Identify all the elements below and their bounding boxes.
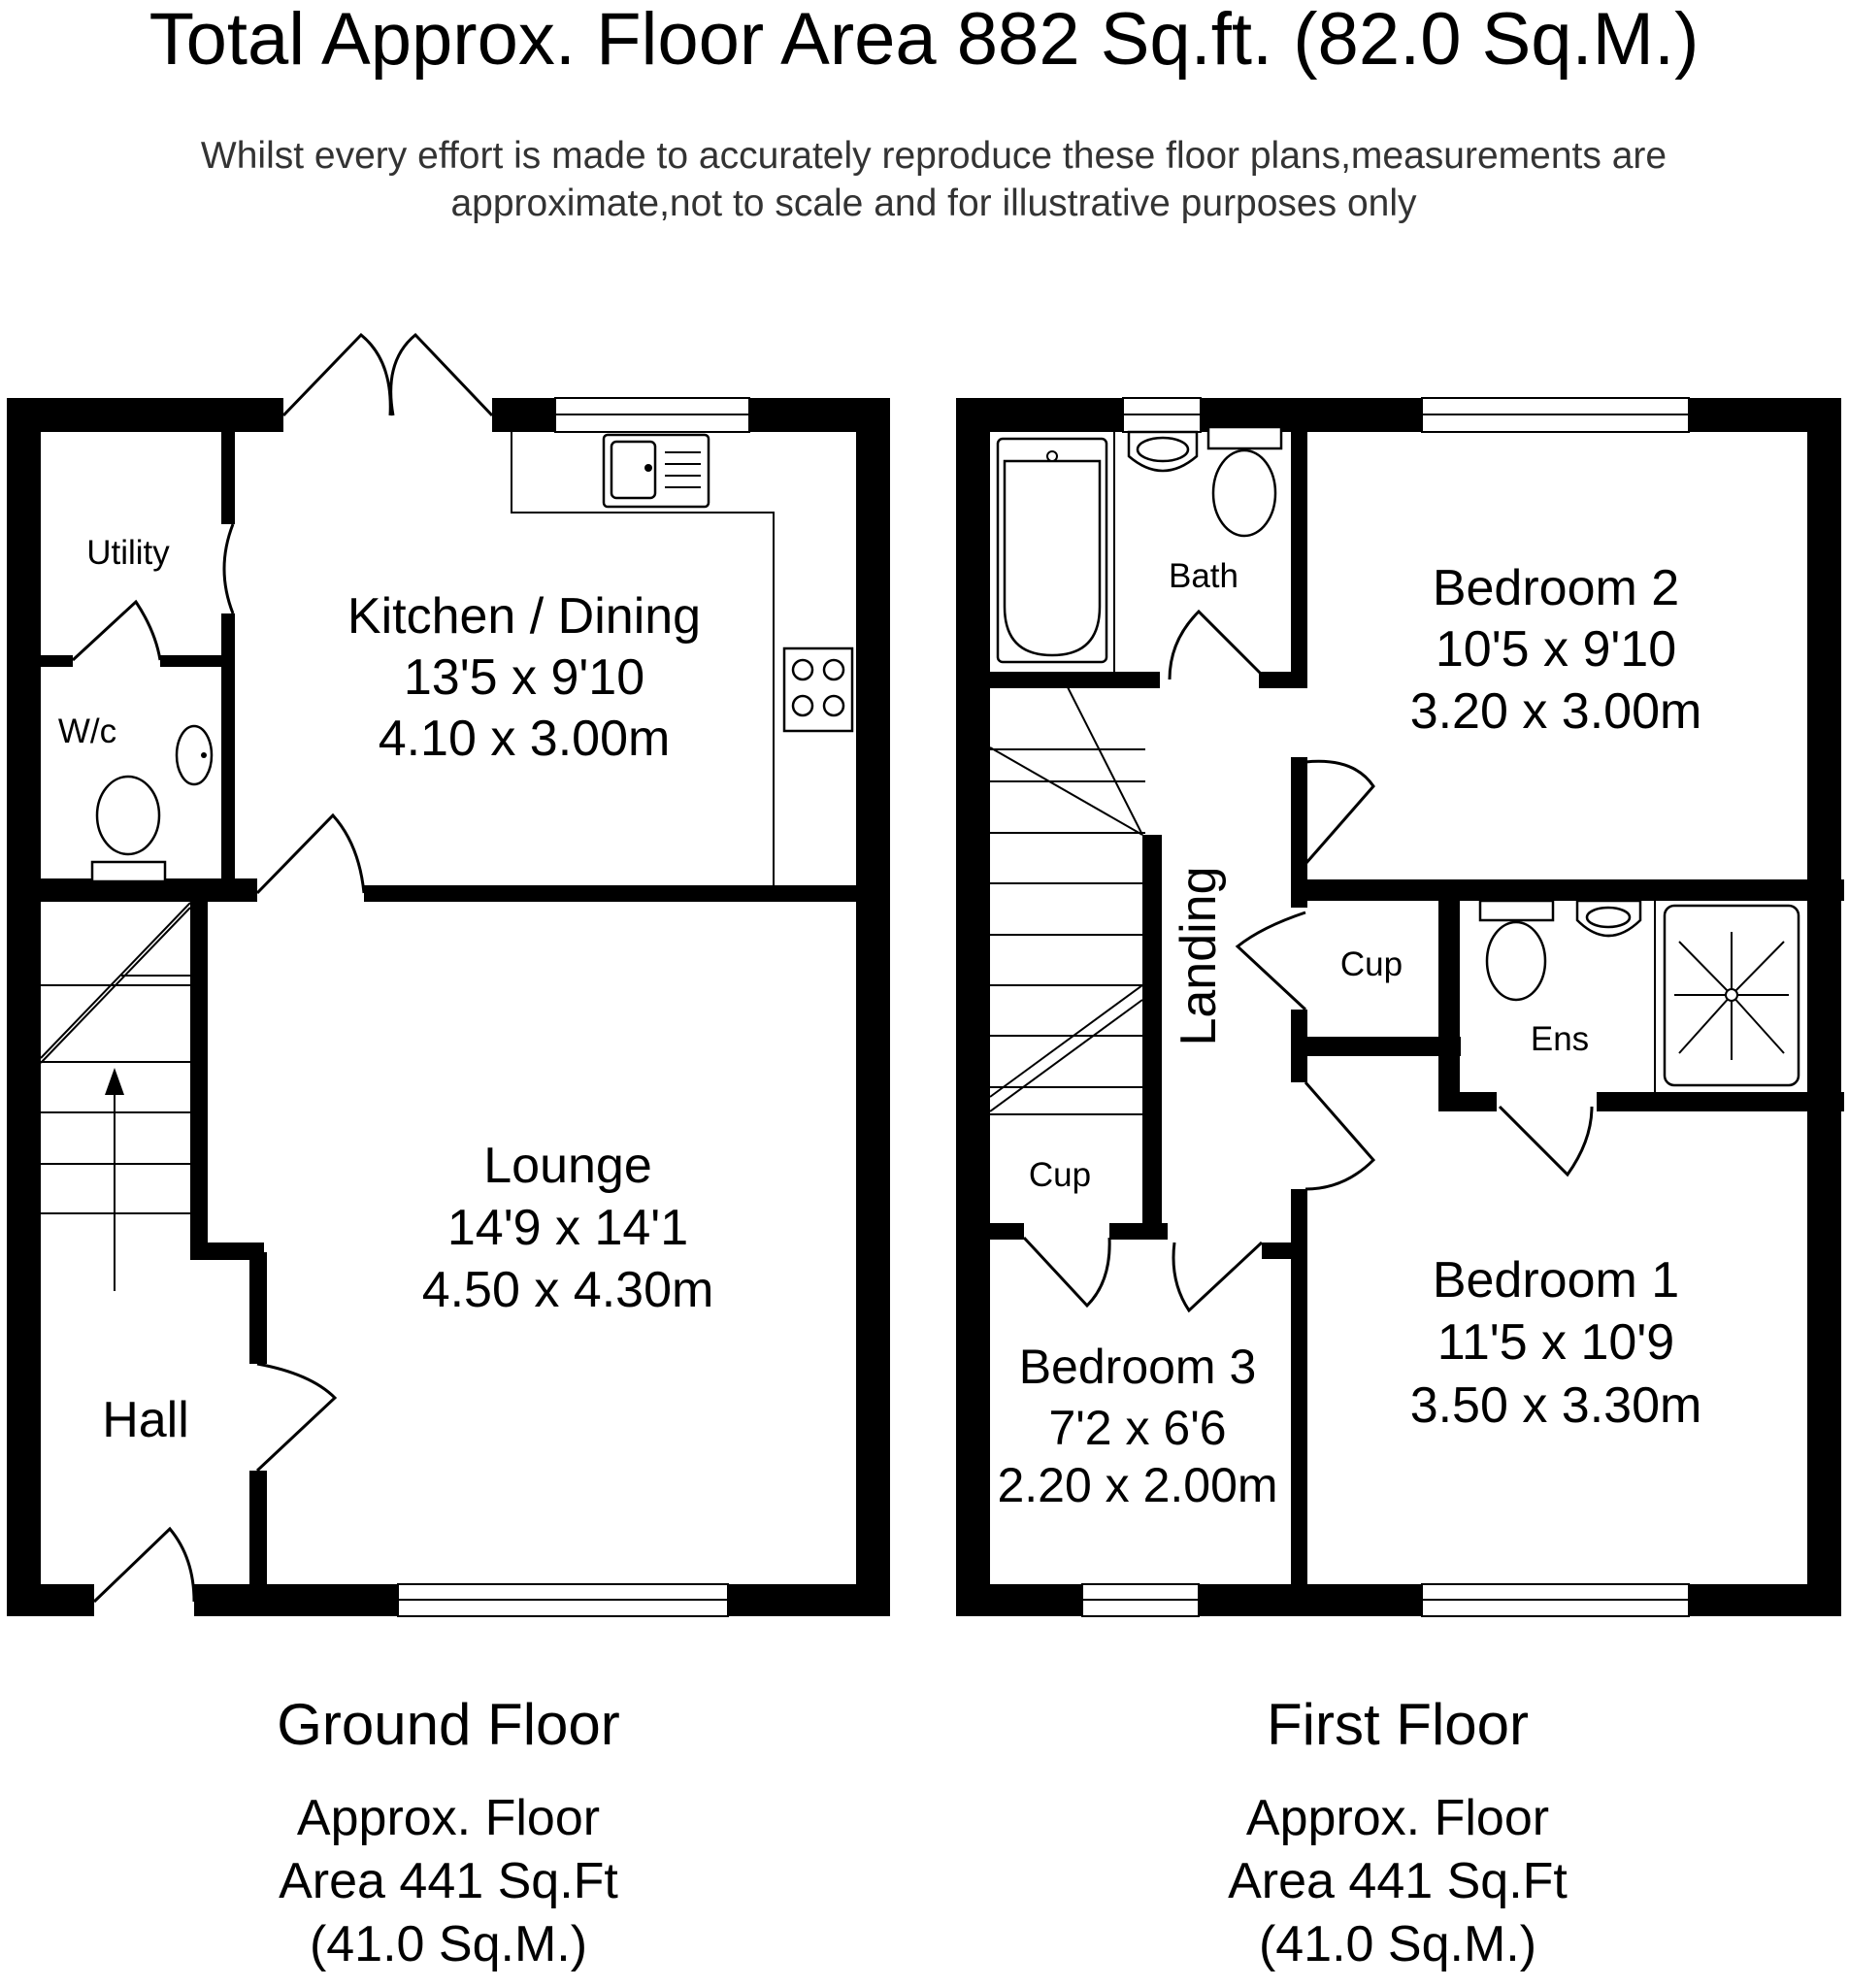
utility-door <box>224 524 233 613</box>
hall-label: Hall <box>102 1392 189 1448</box>
kitchen-name: Kitchen / Dining <box>347 588 702 645</box>
bedroom1-name: Bedroom 1 <box>1432 1252 1680 1309</box>
bedroom1-door <box>1305 1082 1373 1189</box>
lounge-name: Lounge <box>483 1138 652 1194</box>
cup1-label: Cup <box>1339 945 1403 983</box>
ensuite-toilet-icon <box>1480 901 1553 1000</box>
bedroom2-metric: 3.20 x 3.00m <box>1409 683 1702 740</box>
ground-floor-title: Ground Floor <box>277 1692 620 1757</box>
wc-label: W/c <box>57 712 117 750</box>
bedroom1-imperial: 11'5 x 10'9 <box>1436 1314 1675 1371</box>
cup2-door <box>1024 1238 1109 1306</box>
shower-tray-icon <box>1665 906 1799 1085</box>
bath-door <box>1170 612 1262 679</box>
bedroom3-name: Bedroom 3 <box>1018 1340 1257 1394</box>
first-floor-area-1: Approx. Floor <box>1245 1790 1550 1846</box>
bedroom3-imperial: 7'2 x 6'6 <box>1048 1401 1227 1455</box>
wc-door <box>73 602 160 660</box>
landing-label: Landing <box>1171 866 1227 1046</box>
ground-staircase <box>41 903 190 1291</box>
ground-floor-area-3: (41.0 Sq.M.) <box>309 1916 588 1972</box>
wc-toilet-icon <box>92 777 165 881</box>
disclaimer-line-1: Whilst every effort is made to accurately reproduce these floor plans,measurements are <box>200 135 1667 177</box>
bedroom2-name: Bedroom 2 <box>1432 560 1680 616</box>
hob-icon <box>784 648 852 731</box>
ground-floor-area-1: Approx. Floor <box>296 1790 601 1846</box>
cup1-door <box>1238 912 1305 1010</box>
total-area-title: Total Approx. Floor Area 882 Sq.ft. (82.0 Sq.M.) <box>149 0 1700 81</box>
ensuite-door <box>1500 1107 1592 1175</box>
wc-basin-icon <box>177 726 212 784</box>
disclaimer-line-2: approximate,not to scale and for illustrative purposes only <box>450 182 1417 224</box>
kitchen-lounge-door <box>257 815 364 893</box>
kitchen-imperial: 13'5 x 9'10 <box>403 649 645 706</box>
bath-toilet-icon <box>1208 427 1281 536</box>
bath-label: Bath <box>1169 557 1238 595</box>
first-staircase <box>990 687 1145 1114</box>
front-door <box>94 1529 194 1602</box>
lounge-imperial: 14'9 x 14'1 <box>446 1200 689 1256</box>
utility-label: Utility <box>86 534 170 572</box>
ensuite-basin-icon <box>1577 901 1640 936</box>
cup2-label: Cup <box>1028 1156 1092 1194</box>
bedroom2-imperial: 10'5 x 9'10 <box>1435 621 1677 678</box>
ensuite-label: Ens <box>1530 1020 1590 1058</box>
bath-basin-icon <box>1129 432 1197 471</box>
kitchen-metric: 4.10 x 3.00m <box>378 711 671 767</box>
sink-icon <box>604 435 709 507</box>
first-floor-area-3: (41.0 Sq.M.) <box>1258 1916 1537 1972</box>
bedroom3-metric: 2.20 x 2.00m <box>997 1458 1278 1512</box>
first-floor-area-2: Area 441 Sq.Ft <box>1228 1853 1568 1909</box>
bedroom3-door <box>1173 1242 1262 1310</box>
first-floor-title: First Floor <box>1267 1692 1529 1757</box>
hall-lounge-door <box>257 1364 335 1471</box>
kitchen-french-doors <box>283 335 492 415</box>
bedroom1-metric: 3.50 x 3.30m <box>1409 1377 1702 1434</box>
bedroom2-door <box>1305 761 1373 864</box>
ground-floor-area-2: Area 441 Sq.Ft <box>279 1853 618 1909</box>
bathtub-icon <box>998 439 1106 662</box>
lounge-metric: 4.50 x 4.30m <box>421 1262 714 1318</box>
